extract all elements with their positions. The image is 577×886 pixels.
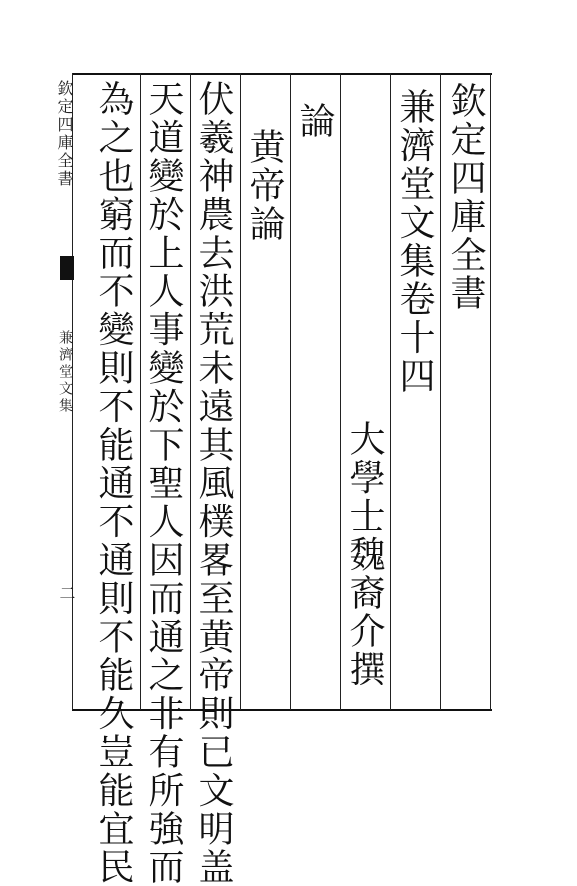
body-column-3: 為之也窮而不變則不能通不通則不能久豈能宜民 — [93, 80, 134, 886]
column-rule — [140, 73, 141, 710]
book-title: 兼濟堂文集卷十四 — [394, 88, 435, 396]
bottom-border-line — [72, 709, 492, 711]
author-line: 大學士魏裔介撰 — [344, 420, 385, 689]
fishtail-mark — [60, 256, 74, 280]
column-rule — [190, 73, 191, 710]
body-column-1: 伏羲神農去洪荒未遠其風樸畧至黄帝則已文明盖 — [193, 80, 234, 886]
collection-title: 欽定四庫全書 — [445, 82, 486, 313]
column-rule — [390, 73, 391, 710]
margin-book-title: 兼濟堂文集 — [57, 330, 73, 415]
top-border-line — [72, 73, 492, 75]
column-rule — [290, 73, 291, 710]
category-label: 論 — [294, 102, 335, 141]
margin-page-number: 二 — [57, 585, 76, 603]
column-rule — [340, 73, 341, 710]
column-rule — [440, 73, 441, 710]
margin-header-glyphs: 欽定四庫全書 — [55, 80, 74, 188]
right-border-line — [490, 73, 491, 710]
body-column-2: 天道變於上人事變於下聖人因而通之非有所強而 — [143, 80, 184, 886]
essay-title: 黄帝論 — [244, 128, 285, 244]
column-rule — [240, 73, 241, 710]
